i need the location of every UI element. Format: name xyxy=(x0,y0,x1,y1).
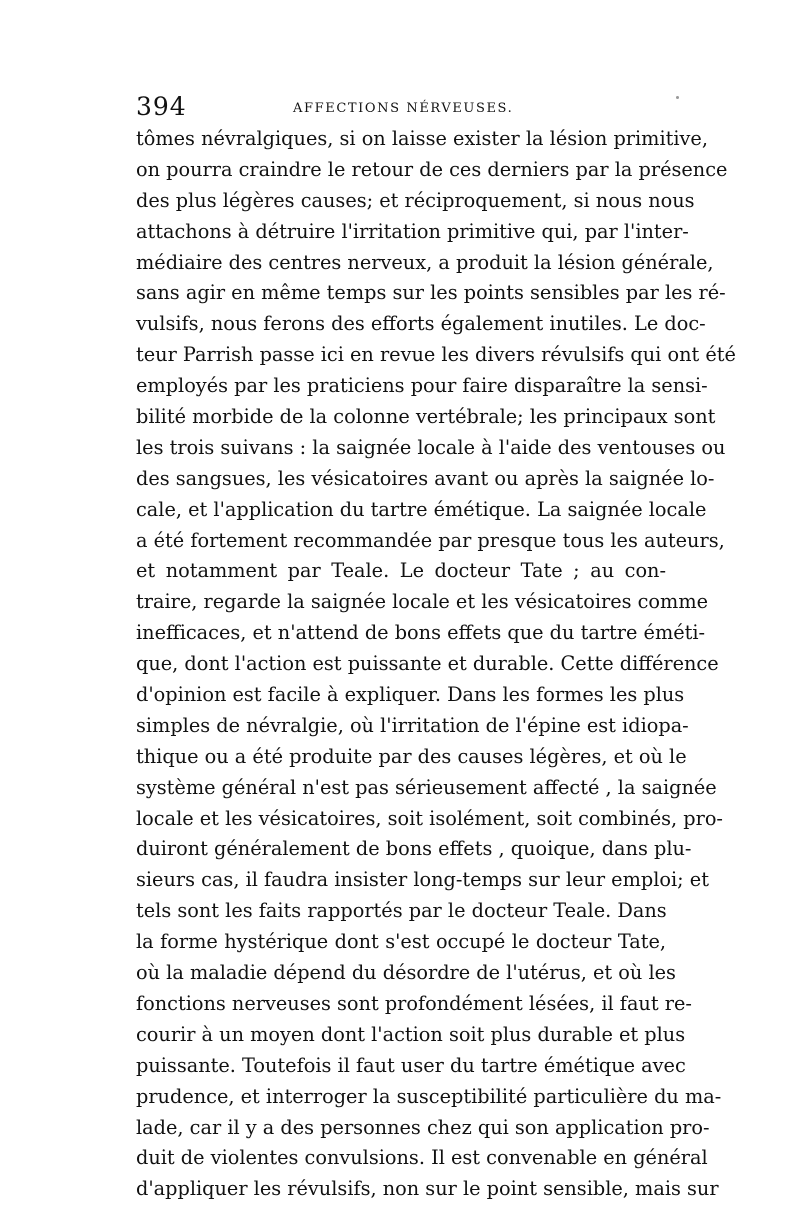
text-line: la forme hystérique dont s'est occupé le docteur Tate, xyxy=(136,930,666,954)
page-header xyxy=(136,92,666,122)
text-line: simples de névralgie, où l'irritation de l'épine est idiopa- xyxy=(136,713,689,737)
text-line: sieurs cas, il faudra insister long-temps sur leur emploi; et xyxy=(136,868,709,892)
text-line: les trois suivans : la saignée locale à l'aide des ventouses ou xyxy=(136,435,726,459)
text-line: traire, regarde la saignée locale et les vésicatoires comme xyxy=(136,590,709,614)
text-line: a été fortement recommandée par presque tous les auteurs, xyxy=(136,528,725,552)
text-line: et notamment par Teale. Le docteur Tate ; au con- xyxy=(136,559,666,583)
text-line: courir à un moyen dont l'action soit plus durable et plus xyxy=(136,1022,686,1046)
text-line: cale, et l'application du tartre émétique. La saignée locale xyxy=(136,497,707,521)
text-line: prudence, et interroger la susceptibilité particulière du ma- xyxy=(136,1084,722,1108)
text-line: on pourra craindre le retour de ces derniers par la présence xyxy=(136,157,728,181)
text-line: système général n'est pas sérieusement affecté , la saignée xyxy=(136,775,717,799)
text-line: duit de violentes convulsions. Il est convenable en général xyxy=(136,1146,708,1170)
text-line: lade, car il y a des personnes chez qui son application pro- xyxy=(136,1115,710,1139)
text-line: employés par les praticiens pour faire disparaître la sensi- xyxy=(136,374,708,398)
text-line: des plus légères causes; et réciproquement, si nous nous xyxy=(136,188,695,212)
text-line: d'appliquer les révulsifs, non sur le point sensible, mais sur xyxy=(136,1177,719,1201)
text-line: duiront généralement de bons effets , quoique, dans plu- xyxy=(136,837,692,861)
text-line: teur Parrish passe ici en revue les divers révulsifs qui ont été xyxy=(136,343,736,367)
text-line: fonctions nerveuses sont profondément lésées, il faut re- xyxy=(136,991,692,1015)
body-text xyxy=(136,124,736,1205)
paper-speck xyxy=(676,96,679,99)
text-line: tels sont les faits rapportés par le docteur Teale. Dans xyxy=(136,899,667,923)
text-line: où la maladie dépend du désordre de l'utérus, et où les xyxy=(136,961,676,985)
text-line: des sangsues, les vésicatoires avant ou après la saignée lo- xyxy=(136,466,715,490)
text-line: que, dont l'action est puissante et durable. Cette différence xyxy=(136,652,719,676)
text-line: thique ou a été produite par des causes légères, et où le xyxy=(136,744,687,768)
text-line: d'opinion est facile à expliquer. Dans les formes les plus xyxy=(136,683,685,707)
text-line: attachons à détruire l'irritation primitive qui, par l'inter- xyxy=(136,219,689,243)
text-line: vulsifs, nous ferons des efforts également inutiles. Le doc- xyxy=(136,312,706,336)
text-line: locale et les vésicatoires, soit isolément, soit combinés, pro- xyxy=(136,806,723,830)
page-number: 394 xyxy=(136,92,187,121)
text-line: médiaire des centres nerveux, a produit la lésion générale, xyxy=(136,250,714,274)
text-line: tômes névralgiques, si on laisse exister la lésion primitive, xyxy=(136,127,708,150)
text-line: puissante. Toutefois il faut user du tartre émétique avec xyxy=(136,1053,686,1077)
running-head: AFFECTIONS NÉRVEUSES. xyxy=(293,101,514,116)
text-line: bilité morbide de la colonne vertébrale; les principaux sont xyxy=(136,405,716,429)
text-line: sans agir en même temps sur les points sensibles par les ré- xyxy=(136,281,726,305)
text-line: inefficaces, et n'attend de bons effets que du tartre éméti- xyxy=(136,621,706,645)
